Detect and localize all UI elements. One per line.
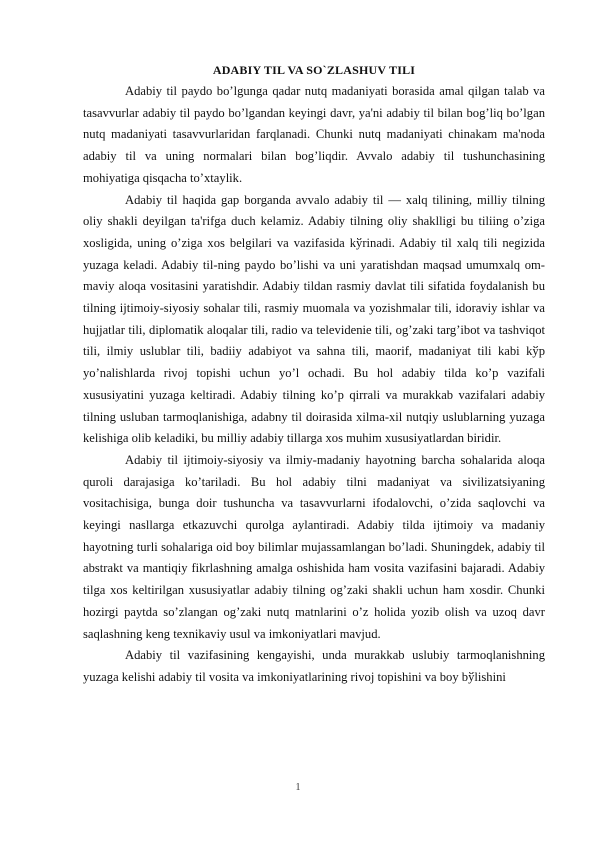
document-page — [83, 62, 545, 689]
document-title: ADABIY TIL VA SO`ZLASHUV TILI — [212, 63, 416, 77]
page-number: 1 — [295, 782, 301, 793]
paragraph-1: Adabiy til paydo bo’lgunga qadar nutq madaniyati borasida amal qilgan talab va tasavvurlar adabiy til paydo bo’lgandan keyingi davr, ya'ni adabiy til bilan bog’liq bo’lgan nutq madaniyati tasavvurlaridan farqlanadi. Chunki nutq madaniyati chinakam ma'noda adabiy til va uning normalari bilan bog’liqdir. Avvalo adabiy til tushunchasining mohiyatiga qisqacha to’xtaylik. — [83, 84, 545, 185]
paragraph-3: Adabiy til ijtimoiy-siyosiy va ilmiy-madaniy hayotning barcha sohalarida aloqa quroli darajasiga ko’tariladi. Bu hol adabiy tilni madaniyat va sivilizatsiyaning vositachisiga, bunga doir tushuncha va tasavvurlarni ifodalovchi, o’zida saqlovchi va keyingi nasllarga etkazuvchi qurolga aylantiradi. Adabiy tilda ijtimoiy va madaniy hayotning turli sohalariga oid boy bilimlar mujassamlangan bo’ladi. Shuningdek, adabiy til abstrakt va mantiqiy fikrlashning amalga oshishida ham vosita vazifasini bajaradi. Adabiy tilga xos keltirilgan xususiyatlar adabiy tilning og’zaki shakli uchun ham xosdir. Chunki hozirgi paytda so’zlangan og’zaki nutq matnlarini o’z holida yozib olish va uzoq davr saqlashning keng texnikaviy usul va imkoniyatlari mavjud. — [83, 452, 545, 641]
paragraph-2: Adabiy til haqida gap borganda avvalo adabiy til — xalq tilining, milliy tilning oliy shakli deyilgan ta'rifga duch kelamiz. Adabiy tilning oliy shaklligi bu tiliing o’ziga xosligida, uning o’ziga xos belgilari va vazifasida kўrinadi. Adabiy til xalq tili negizida yuzaga keladi. Adabiy til-ning paydo bo’lishi va uni yaratishdan maqsad umumxalq om-maviy aloqa vositasini yaratishdir. Adabiy tildan rasmiy davlat tili sifatida foydalanish bu tilning ijtimoiy-siyosiy sohalar tili, rasmiy muomala va yozishmalar tili, idoraviy ishlar va hujjatlar tili, diplomatik aloqalar tili, radio va televidenie tili, og’zaki targ’ibot va tashviqot tili, ilmiy uslublar tili, badiiy adabiyot va sahna tili, maorif, madaniyat tili kabi kўp yo’nalishlarda rivoj topishi uchun yo’l ochadi. Bu hol adabiy tilda ko’p vazifali xususiyatini yuzaga keltiradi. Adabiy tilning ko’p qirrali va murakkab vazifalari adabiy tilning usluban tarmoqlanishiga, adabny til doirasida xilma-xil nutqiy uslublarning yuzaga kelishiga olib keladiki, bu milliy adabiy tillarga xos muhim xususiyatlardan biridir. — [83, 192, 545, 446]
paragraph-4: Adabiy til vazifasining kengayishi, unda murakkab uslubiy tarmoqlanishning yuzaga kelishi adabiy til vosita va imkoniyatlarining rivoj topishini va boy bўlishini — [83, 648, 545, 684]
